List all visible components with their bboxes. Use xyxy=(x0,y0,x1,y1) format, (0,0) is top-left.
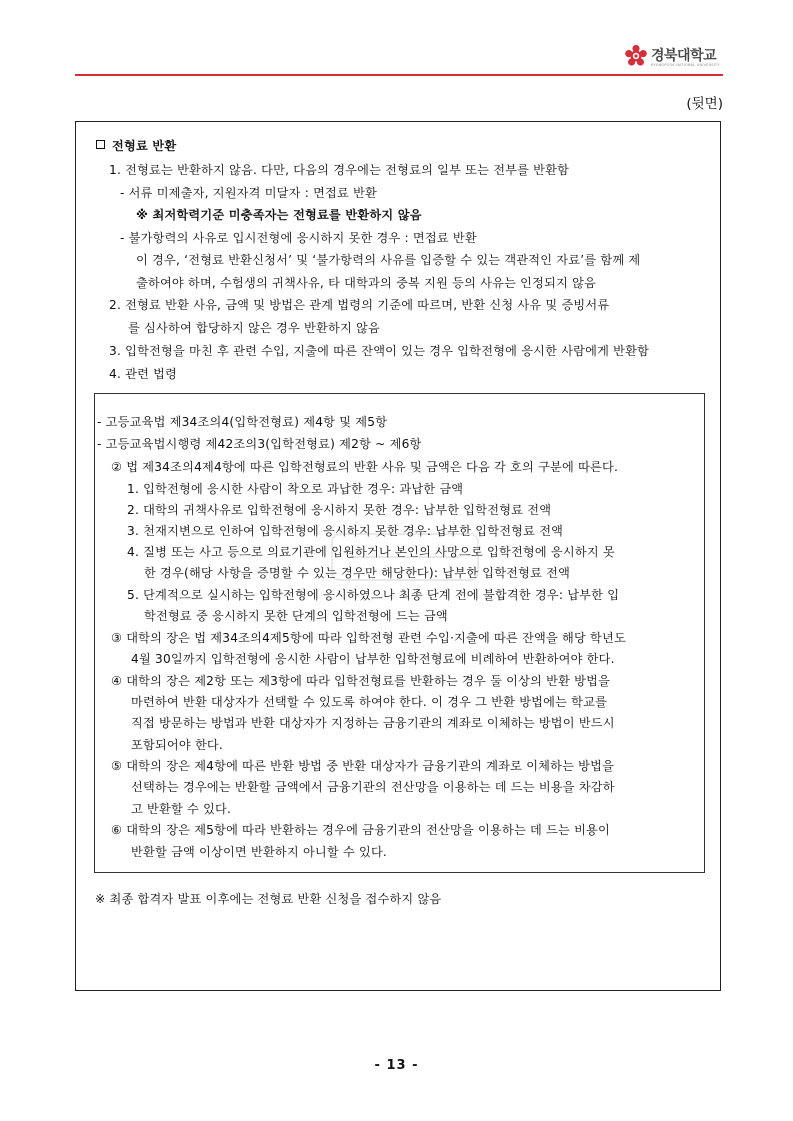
section-line: 1. 전형료는 반환하지 않음. 다만, 다음의 경우에는 전형료의 일부 또는 전부를 반환함 xyxy=(109,163,570,177)
law-line: 학전형료 중 응시하지 못한 단계의 입학전형에 드는 금액 xyxy=(144,609,448,623)
section-line-emphasis: ※ 최저학력기준 미충족자는 전형료를 반환하지 않음 xyxy=(136,208,422,222)
law-line: 4. 질병 또는 사고 등으로 의료기관에 입원하거나 본인의 사망으로 입학전형에 응시하지 못 xyxy=(127,545,615,559)
section-title-text: 전형료 반환 xyxy=(112,139,177,153)
page-number: - 13 - xyxy=(374,1058,419,1073)
law-line: 2. 대학의 귀책사유로 입학전형에 응시하지 못한 경우: 납부한 입학전형료 전액 xyxy=(127,503,552,517)
logo-text: 경북대학교 xyxy=(651,48,717,64)
law-line: ④ 대학의 장은 제2항 또는 제3항에 따라 입학전형료를 반환하는 경우 둘 이상의 반환 방법을 xyxy=(111,674,611,688)
section-line: 를 심사하여 합당하지 않은 경우 반환하지 않음 xyxy=(128,321,380,335)
law-line: 반환할 금액 이상이면 반환하지 아니할 수 있다. xyxy=(131,845,388,859)
law-line: 5. 단계적으로 실시하는 입학전형에 응시하였으나 최종 단계 전에 불합격한 경우: 납부한 입 xyxy=(127,588,620,602)
section-line: 3. 입학전형을 마친 후 관련 수입, 지출에 따른 잔액이 있는 경우 입학전형에 응시한 사람에게 반환함 xyxy=(109,344,650,358)
law-line: 고 반환할 수 있다. xyxy=(131,802,232,816)
section-line: 이 경우, ‘전형료 반환신청서’ 및 ‘불가항력의 사유를 입증할 수 있는 객관적인 자료’를 함께 제 xyxy=(136,253,641,267)
header-rule xyxy=(75,74,723,76)
law-line: 4월 30일까지 입학전형에 응시한 사람이 납부한 입학전형료에 비례하여 반환하여야 한다. xyxy=(131,652,615,666)
law-line: 마련하여 반환 대상자가 선택할 수 있도록 하여야 한다. 이 경우 그 반환 방법에는 학교를 xyxy=(131,695,608,709)
watermark-icon xyxy=(330,528,480,588)
law-line: 선택하는 경우에는 반환할 금액에서 금융기관의 전산망을 이용하는 데 드는 비용을 차감하 xyxy=(131,780,615,794)
section-title xyxy=(96,138,176,154)
law-line: ② 법 제34조의4제4항에 따른 입학전형료의 반환 사유 및 금액은 다음 각 호의 구분에 따른다. xyxy=(111,460,619,474)
law-line: ⑥ 대학의 장은 제5항에 따라 반환하는 경우에 금융기관의 전산망을 이용하는 데 드는 비용이 xyxy=(111,823,611,837)
law-line: 3. 천재지변으로 인하여 입학전형에 응시하지 못한 경우: 납부한 입학전형료 전액 xyxy=(127,524,564,538)
law-line: 직접 방문하는 방법과 반환 대상자가 지정하는 금융기관의 계좌로 이체하는 방법이 반드시 xyxy=(131,716,615,730)
back-side-label: (뒷면) xyxy=(686,96,723,112)
university-logo xyxy=(624,44,734,72)
footer-note: ※ 최종 합격자 발표 이후에는 전형료 반환 신청을 접수하지 않음 xyxy=(95,892,442,906)
law-line: ③ 대학의 장은 법 제34조의4제5항에 따라 입학전형 관련 수입·지출에 따른 잔액을 해당 학년도 xyxy=(111,631,626,645)
law-line: 한 경우(해당 사항을 증명할 수 있는 경우만 해당한다): 납부한 입학전형료 전액 xyxy=(144,566,571,580)
law-line: - 고등교육법 제34조의4(입학전형료) 제4항 및 제5항 xyxy=(97,415,388,429)
law-line: ⑤ 대학의 장은 제4항에 따른 반환 방법 중 반환 대상자가 금융기관의 계좌로 이체하는 방법을 xyxy=(111,759,615,773)
section-line: 4. 관련 법령 xyxy=(109,367,178,381)
university-emblem-icon xyxy=(624,44,648,68)
law-line: 포함되어야 한다. xyxy=(131,738,223,752)
section-line: - 서류 미제출자, 지원자격 미달자 : 면접료 반환 xyxy=(120,186,378,200)
section-line: 출하여야 하며, 수험생의 귀책사유, 타 대학과의 중복 지원 등의 사유는 인정되지 않음 xyxy=(136,276,597,290)
section-line: 2. 전형료 반환 사유, 금액 및 방법은 관계 법령의 기준에 따르며, 반환 신청 사유 및 증빙서류 xyxy=(109,298,610,312)
law-line: - 고등교육법시행령 제42조의3(입학전형료) 제2항 ~ 제6항 xyxy=(97,437,422,451)
logo-subtext: KYUNGPOOK NATIONAL UNIVERSITY xyxy=(651,63,720,67)
checkbox-square-icon xyxy=(96,140,105,149)
law-line: 1. 입학전형에 응시한 사람이 착오로 과납한 경우: 과납한 금액 xyxy=(127,482,464,496)
section-line: - 불가항력의 사유로 입시전형에 응시하지 못한 경우 : 면접료 반환 xyxy=(120,231,477,245)
